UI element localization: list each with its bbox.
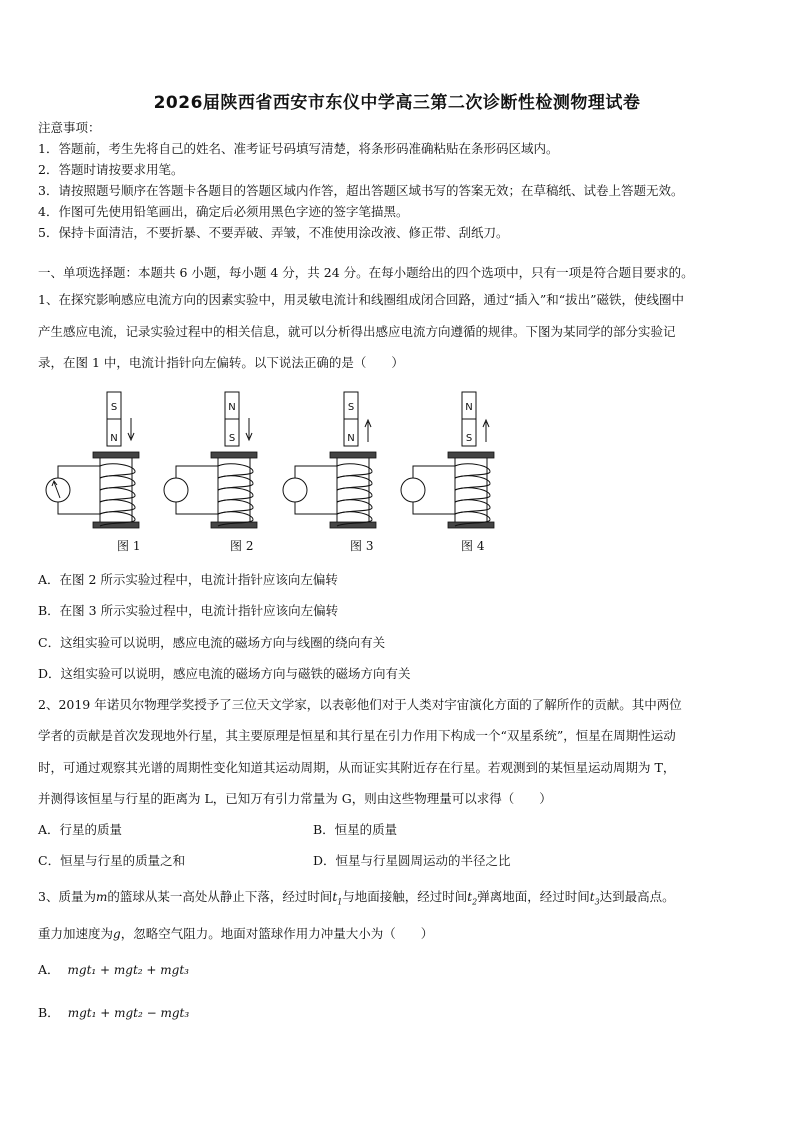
figure-3-wire-bottom [295,502,337,514]
figure-3-coil-top-plate [330,452,376,458]
q3-var-t3: $t_3$ [589,890,600,907]
figure-4-bottom-pole: S [465,433,473,444]
q3-text-1b: 的篮球从某一高处从静止下落，经过时间 [107,889,333,904]
q1-option-c: C．这组实验可以说明，感应电流的磁场方向与线圈的绕向有关 [38,635,386,650]
q2-option-b: B．恒星的质量 [313,822,398,837]
figure-4-wire-top [413,466,455,478]
q3-text-1e: 达到最高点。 [599,889,675,904]
figure-4-galvanometer [401,478,425,502]
figure-3-galvanometer [283,478,307,502]
q2-line-4: 并测得该恒星与行星的距离为 L，已知万有引力常量为 G，则由这些物理量可以求得（ ） [38,791,552,806]
figure-2-wire-bottom [176,502,218,514]
notice-item-2: 2．答题时请按要求用笔。 [38,162,184,177]
figure-1-wire-bottom [58,502,100,514]
q1-figures [36,390,516,555]
figure-4-coil-top-plate [448,452,494,458]
figure-2-coil-top-plate [211,452,257,458]
q3-var-t1: $t_1$ [332,890,343,907]
figure-1-wire-top [58,466,100,478]
q2-line-1: 2、2019 年诺贝尔物理学奖授予了三位天文学家，以表彰他们对于人类对宇宙演化方面的了解所作的贡献。其中两位 [38,697,682,712]
q3-text-1a: 3、质量为 [38,889,96,904]
q3-var-t2: $t_2$ [467,890,478,907]
figure-4-top-pole: N [465,402,473,413]
q2-option-c: C．恒星与行星的质量之和 [38,853,186,868]
q3-line-1 [38,889,758,910]
q3-option-b-expr: mgt₁ + mgt₂ − mgt₃ [67,1006,190,1020]
notice-item-1: 1．答题前，考生先将自己的姓名、准考证号码填写清楚，将条形码准确粘贴在条形码区域内。 [38,141,559,156]
figure-1-top-pole: S [110,402,118,413]
q1-line-3: 录，在图 1 中，电流计指针向左偏转。以下说法正确的是（ ） [38,355,404,370]
figure-3-top-pole: S [347,402,355,413]
figure-2-wire-top [176,466,218,478]
q2-line-2: 学者的贡献是首次发现地外行星，其主要原理是恒星和其行星在引力作用下构成一个“双星系统”，恒星在周期性运动 [38,728,676,743]
q3-option-b [38,1005,189,1021]
figure-4-wire-bottom [413,502,455,514]
page-title: 2026届陕西省西安市东仪中学高三第二次诊断性检测物理试卷 [153,93,641,113]
figure-3-label: 图 3 [350,539,374,553]
q3-var-m: m [95,890,108,904]
figure-2-bottom-pole: S [228,433,236,444]
q3-text-1d: 弹离地面，经过时间 [477,889,590,904]
notice-item-4: 4．作图可先使用铅笔画出，确定后必须用黑色字迹的签字笔描黑。 [38,204,409,219]
notice-item-5: 5．保持卡面清洁，不要折暴、不要弄破、弄皱，不准使用涂改液、修正带、刮纸刀。 [38,225,509,240]
notice-item-3: 3．请按照题号顺序在答题卡各题目的答题区域内作答，超出答题区域书写的答案无效；在草稿纸、试卷上答题无效。 [38,183,684,198]
q1-line-2: 产生感应电流，记录实验过程中的相关信息，就可以分析得出感应电流方向遵循的规律。下图为某同学的部分实验记 [38,324,676,339]
q3-option-a-expr: mgt₁ + mgt₂ + mgt₃ [67,963,189,977]
figure-1-galvanometer [46,478,70,502]
q3-line-2 [38,926,758,942]
q3-text-2b: ，忽略空气阻力。地面对篮球作用力冲量大小为（ ） [120,926,434,941]
q3-text-1c: 与地面接触，经过时间 [342,889,468,904]
q2-option-a: A．行星的质量 [38,822,123,837]
q3-text-2a: 重力加速度为 [38,926,114,941]
q1-line-1: 1、在探究影响感应电流方向的因素实验中，用灵敏电流计和线圈组成闭合回路，通过“插入”和“拔出”磁铁，使线圈中 [38,292,685,307]
figure-1-bottom-pole: N [110,433,118,444]
figure-1-coil-top-plate [93,452,139,458]
figure-3-wire-top [295,466,337,478]
figure-2-label: 图 2 [230,539,254,553]
q3-option-b-label: B． [38,1005,60,1020]
figure-4-label: 图 4 [461,539,485,553]
q2-option-d: D．恒星与行星圆周运动的半径之比 [313,853,511,868]
q2-line-3: 时，可通过观察其光谱的周期性变化知道其运动周期，从而证实其附近存在行星。若观测到的某恒星运动周期为 T， [38,760,676,775]
figure-1-label: 图 1 [117,539,141,553]
q3-var-g: g [113,927,121,941]
q1-option-a: A．在图 2 所示实验过程中，电流计指针应该向左偏转 [38,572,338,587]
q1-option-d: D．这组实验可以说明，感应电流的磁场方向与磁铁的磁场方向有关 [38,666,411,681]
notice-heading: 注意事项： [38,120,101,135]
section-heading: 一、单项选择题：本题共 6 小题，每小题 4 分，共 24 分。在每小题给出的四个选项中，只有一项是符合题目要求的。 [38,265,694,280]
figure-3-bottom-pole: N [347,433,355,444]
figure-2-galvanometer [164,478,188,502]
q1-option-b: B．在图 3 所示实验过程中，电流计指针应该向左偏转 [38,603,339,618]
q3-option-a-label: A． [38,962,60,977]
figure-2-top-pole: N [228,402,236,413]
q3-option-a [38,962,189,978]
